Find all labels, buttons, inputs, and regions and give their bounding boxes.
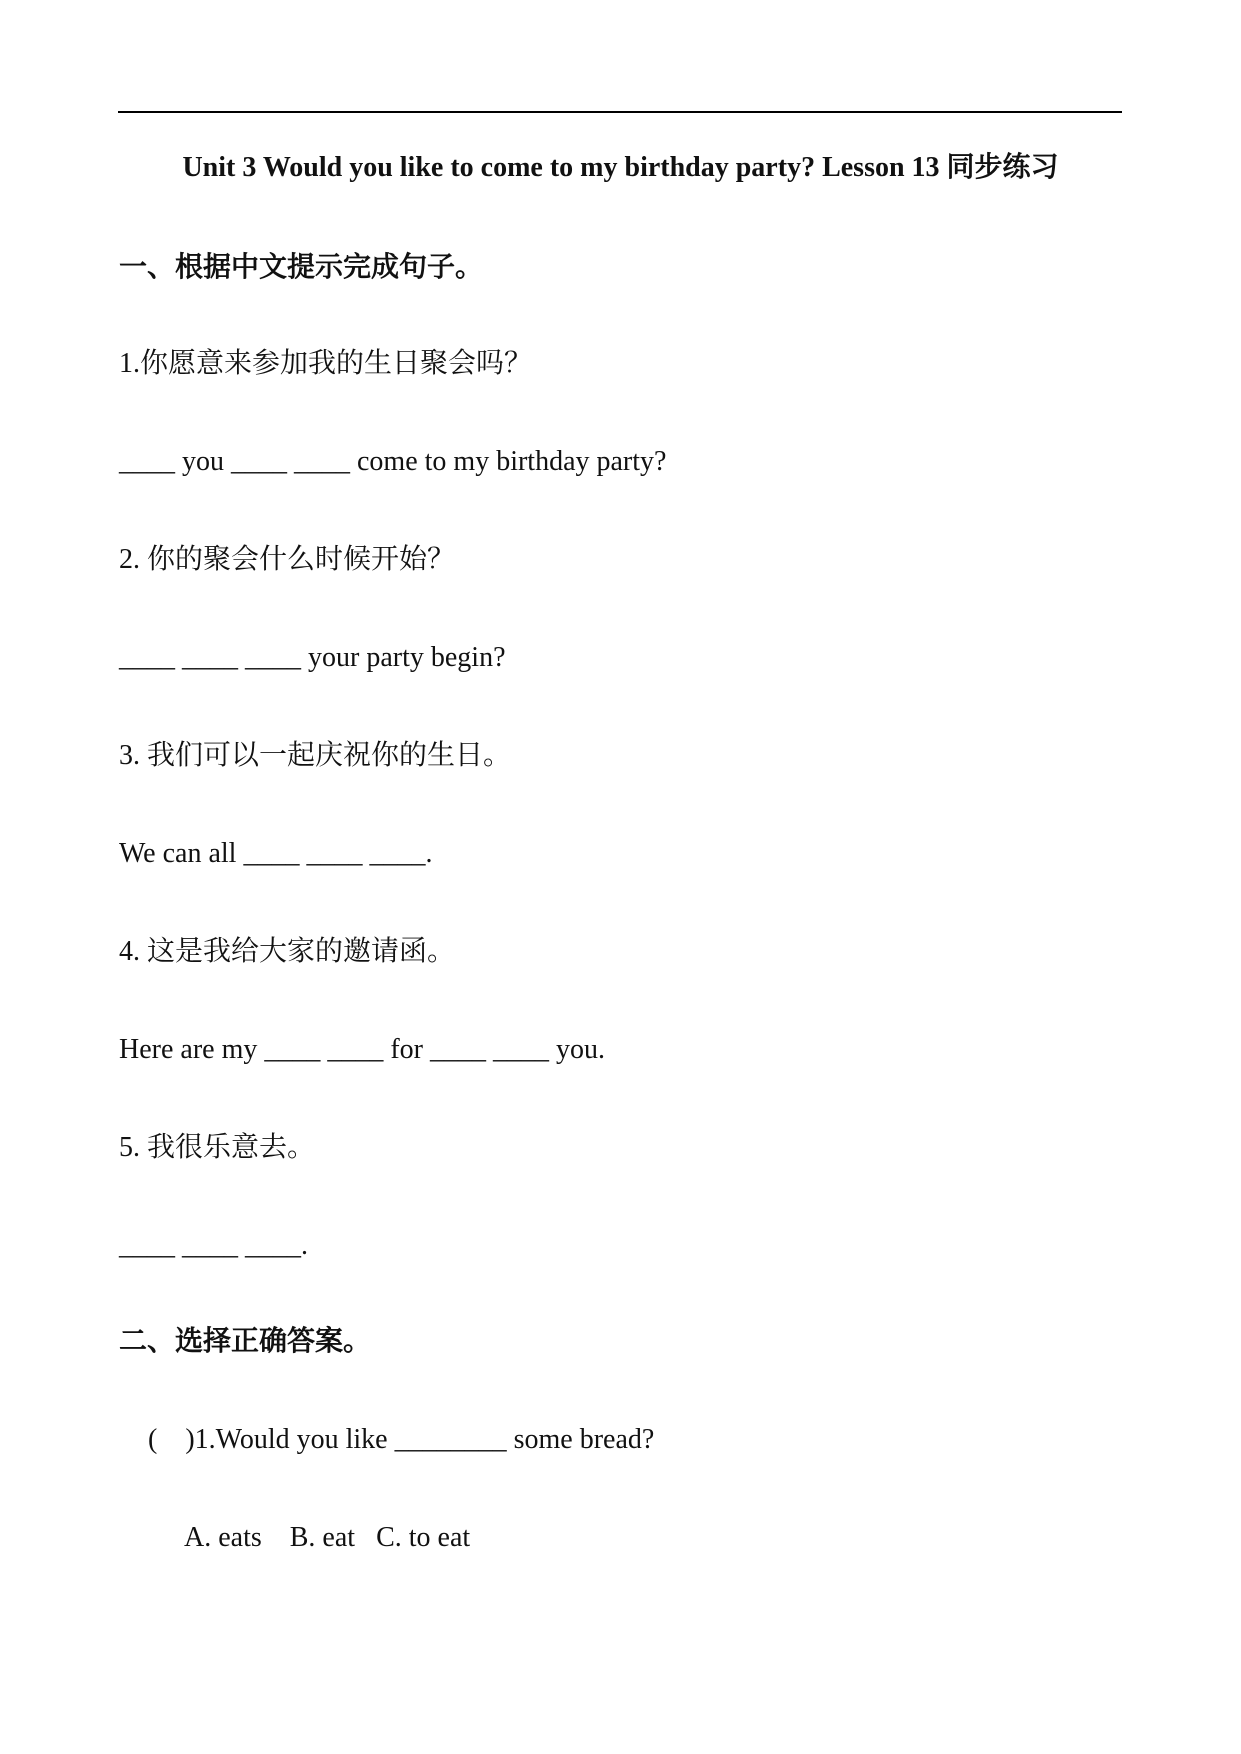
section2-heading: 二、选择正确答案。 — [119, 1326, 372, 1357]
choice-question: ( )1.Would you like ________ some bread? — [148, 1424, 655, 1455]
choice-options: A. eats B. eat C. to eat — [184, 1522, 471, 1553]
exercise-sentence: ____ ____ ____ your party begin? — [119, 642, 506, 673]
exercise-prompt: 5. 我很乐意去。 — [119, 1132, 316, 1163]
header-rule — [118, 111, 1122, 113]
exercise-sentence: Here are my ____ ____ for ____ ____ you. — [119, 1034, 606, 1065]
section1-heading: 一、根据中文提示完成句子。 — [119, 252, 484, 283]
exercise-prompt: 4. 这是我给大家的邀请函。 — [119, 936, 456, 967]
exercise-sentence: ____ ____ ____. — [119, 1230, 308, 1261]
exercise-prompt: 2. 你的聚会什么时候开始？ — [119, 544, 456, 575]
exercise-sentence: ____ you ____ ____ come to my birthday party? — [119, 446, 667, 477]
exercise-sentence: We can all ____ ____ ____. — [119, 838, 433, 869]
document-title: Unit 3 Would you like to come to my birthday party? Lesson 13 同步练习 — [182, 152, 1059, 183]
exercise-prompt: 3. 我们可以一起庆祝你的生日。 — [119, 740, 512, 771]
exercise-prompt: 1.你愿意来参加我的生日聚会吗？ — [119, 348, 533, 379]
